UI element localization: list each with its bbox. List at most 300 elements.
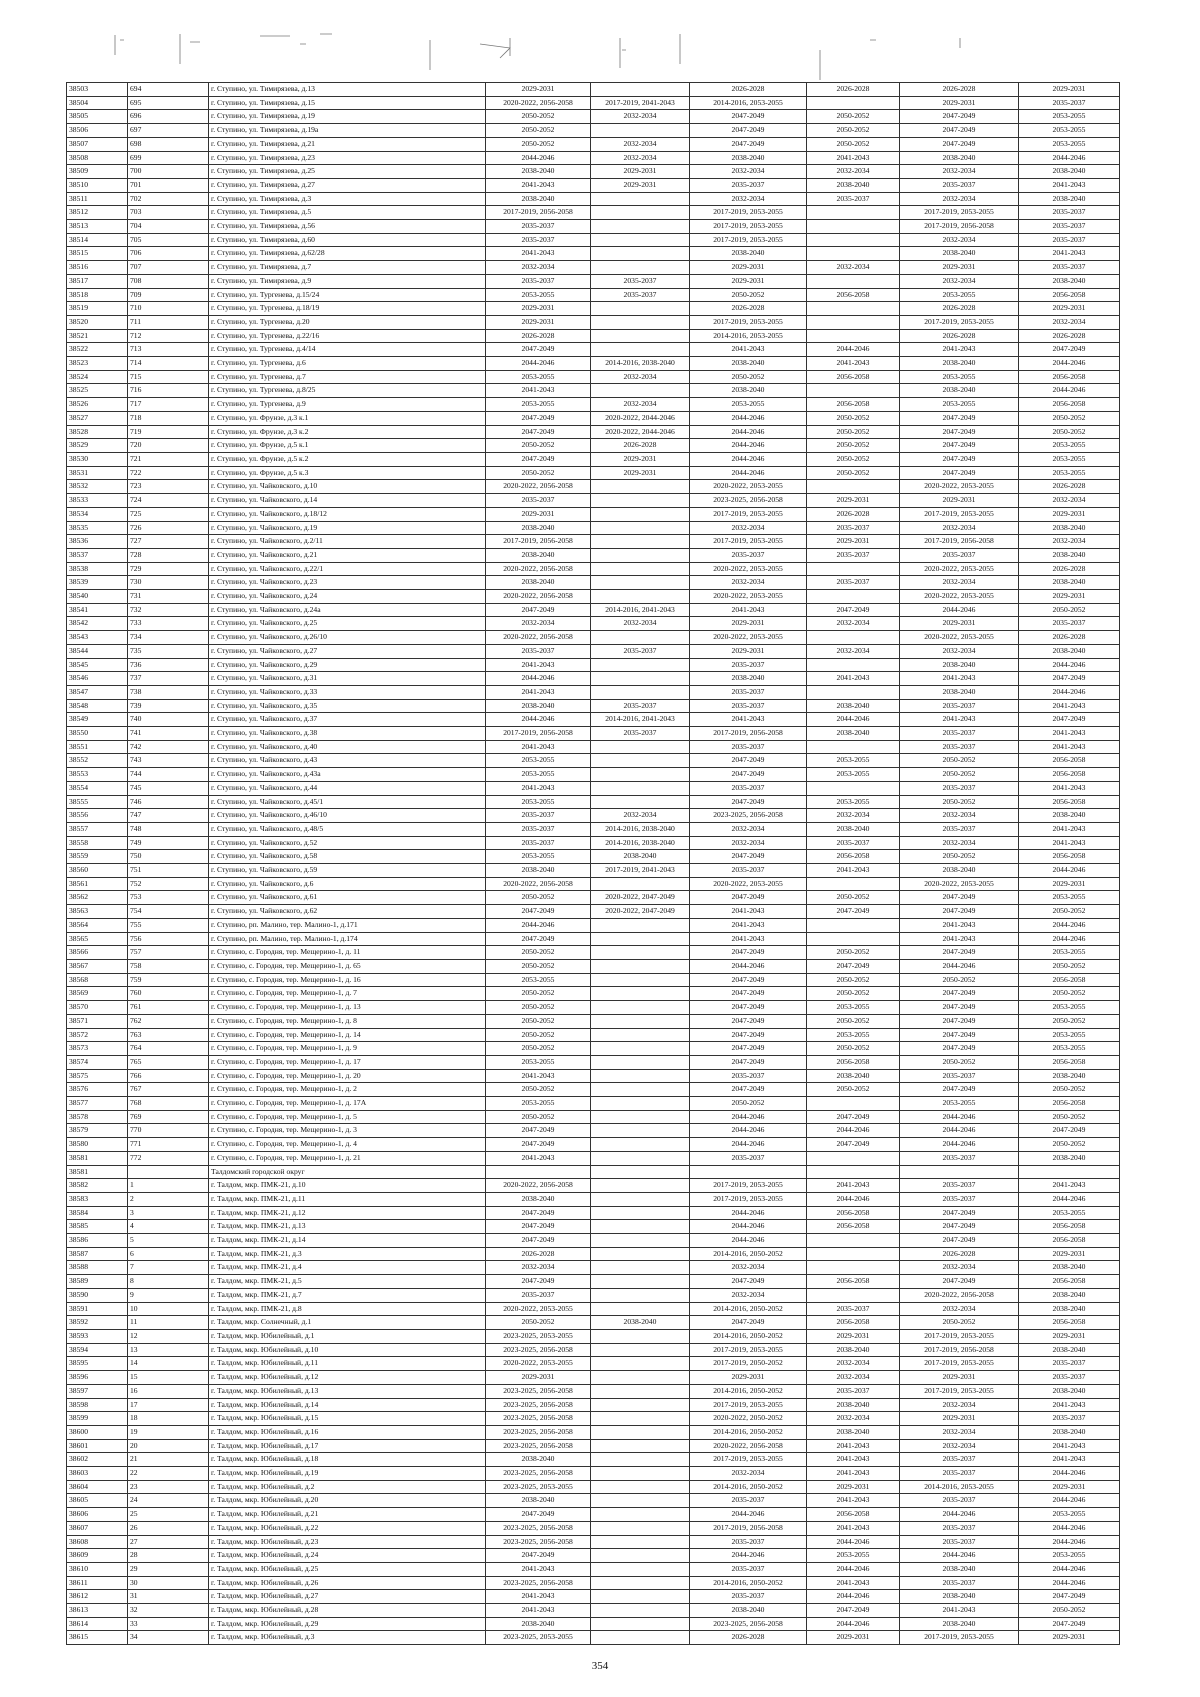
- period-4-cell: 2038-2040: [807, 1343, 900, 1357]
- table-row: [67, 548, 1120, 562]
- period-4-cell: 2032-2034: [807, 809, 900, 823]
- period-3-cell: 2017-2019, 2053-2055: [690, 1343, 807, 1357]
- period-6-cell: 2041-2043: [1019, 247, 1120, 261]
- table-row: [67, 1247, 1120, 1261]
- period-3-cell: 2038-2040: [690, 672, 807, 686]
- period-1-cell: 2038-2040: [486, 548, 591, 562]
- table-row: [67, 918, 1120, 932]
- address-cell: г. Ступино, ул. Чайковского, д.2/11: [209, 535, 486, 549]
- table-row: [67, 452, 1120, 466]
- row-number-cell: 760: [128, 987, 209, 1001]
- row-id-cell: 38505: [67, 110, 128, 124]
- address-cell: г. Ступино, ул. Чайковского, д.58: [209, 850, 486, 864]
- period-6-cell: 2029-2031: [1019, 1480, 1120, 1494]
- address-cell: г. Ступино, ул. Тимирязева, д.56: [209, 220, 486, 234]
- period-2-cell: 2032-2034: [591, 617, 690, 631]
- period-3-cell: 2047-2049: [690, 1055, 807, 1069]
- period-4-cell: 2050-2052: [807, 987, 900, 1001]
- period-1-cell: 2047-2049: [486, 411, 591, 425]
- period-5-cell: 2032-2034: [900, 233, 1019, 247]
- period-5-cell: 2038-2040: [900, 151, 1019, 165]
- period-3-cell: 2029-2031: [690, 1371, 807, 1385]
- row-id-cell: 38580: [67, 1138, 128, 1152]
- row-id-cell: 38540: [67, 590, 128, 604]
- period-2-cell: [591, 795, 690, 809]
- row-number-cell: 33: [128, 1617, 209, 1631]
- period-6-cell: 2035-2037: [1019, 206, 1120, 220]
- table-row: [67, 1412, 1120, 1426]
- address-cell: г. Ступино, ул. Фрунзе, д.3 к.1: [209, 411, 486, 425]
- period-4-cell: [807, 480, 900, 494]
- period-1-cell: 2050-2052: [486, 1110, 591, 1124]
- period-1-cell: 2053-2055: [486, 754, 591, 768]
- period-5-cell: 2047-2049: [900, 1220, 1019, 1234]
- period-6-cell: 2035-2037: [1019, 233, 1120, 247]
- period-3-cell: 2035-2037: [690, 1562, 807, 1576]
- address-cell: г. Талдом, мкр. Юбилейный, д.14: [209, 1398, 486, 1412]
- row-number-cell: 765: [128, 1055, 209, 1069]
- row-id-cell: 38519: [67, 302, 128, 316]
- period-6-cell: 2038-2040: [1019, 521, 1120, 535]
- table-row: [67, 439, 1120, 453]
- period-2-cell: [591, 1247, 690, 1261]
- period-4-cell: 2053-2055: [807, 768, 900, 782]
- table-row: [67, 1165, 1120, 1179]
- period-2-cell: [591, 754, 690, 768]
- table-row: [67, 302, 1120, 316]
- period-2-cell: 2020-2022, 2044-2046: [591, 411, 690, 425]
- period-3-cell: 2044-2046: [690, 452, 807, 466]
- address-cell: г. Ступино, ул. Тургенева, д.22/16: [209, 329, 486, 343]
- period-2-cell: 2032-2034: [591, 110, 690, 124]
- period-4-cell: 2041-2043: [807, 1576, 900, 1590]
- table-row: [67, 987, 1120, 1001]
- period-2-cell: [591, 507, 690, 521]
- table-row: [67, 1151, 1120, 1165]
- row-id-cell: 38572: [67, 1028, 128, 1042]
- period-5-cell: 2020-2022, 2053-2055: [900, 877, 1019, 891]
- period-3-cell: 2017-2019, 2050-2052: [690, 1357, 807, 1371]
- period-2-cell: 2035-2037: [591, 644, 690, 658]
- address-cell: г. Ступино, ул. Фрунзе, д.3 к.2: [209, 425, 486, 439]
- address-cell: г. Ступино, с. Городня, тер. Мещерино-1, д. 5: [209, 1110, 486, 1124]
- period-5-cell: 2035-2037: [900, 699, 1019, 713]
- row-id-cell: 38520: [67, 315, 128, 329]
- period-4-cell: 2035-2037: [807, 548, 900, 562]
- row-number-cell: 26: [128, 1521, 209, 1535]
- row-id-cell: 38596: [67, 1371, 128, 1385]
- period-1-cell: 2038-2040: [486, 576, 591, 590]
- row-number-cell: 732: [128, 603, 209, 617]
- period-2-cell: [591, 192, 690, 206]
- period-4-cell: 2038-2040: [807, 178, 900, 192]
- table-row: [67, 1110, 1120, 1124]
- address-cell: г. Талдом, мкр. Юбилейный, д.28: [209, 1604, 486, 1618]
- table-row: [67, 411, 1120, 425]
- period-3-cell: 2035-2037: [690, 1069, 807, 1083]
- period-6-cell: 2053-2055: [1019, 1042, 1120, 1056]
- period-2-cell: [591, 1151, 690, 1165]
- row-number-cell: 754: [128, 905, 209, 919]
- period-5-cell: 2050-2052: [900, 795, 1019, 809]
- period-2-cell: 2032-2034: [591, 809, 690, 823]
- row-id-cell: 38524: [67, 370, 128, 384]
- table-row: [67, 1535, 1120, 1549]
- row-id-cell: 38521: [67, 329, 128, 343]
- period-4-cell: [807, 781, 900, 795]
- table-row: [67, 384, 1120, 398]
- address-cell: г. Талдом, мкр. Юбилейный, д.3: [209, 1631, 486, 1645]
- period-2-cell: [591, 220, 690, 234]
- period-3-cell: 2044-2046: [690, 1508, 807, 1522]
- period-2-cell: [591, 124, 690, 138]
- address-cell: г. Талдом, мкр. Юбилейный, д.13: [209, 1384, 486, 1398]
- period-3-cell: 2017-2019, 2056-2058: [690, 727, 807, 741]
- period-1-cell: 2035-2037: [486, 494, 591, 508]
- period-6-cell: 2050-2052: [1019, 1110, 1120, 1124]
- period-2-cell: [591, 1425, 690, 1439]
- row-id-cell: 38514: [67, 233, 128, 247]
- period-1-cell: 2041-2043: [486, 384, 591, 398]
- table-row: [67, 727, 1120, 741]
- page-number: 354: [591, 1660, 609, 1672]
- period-1-cell: 2020-2022, 2056-2058: [486, 1179, 591, 1193]
- row-id-cell: 38582: [67, 1179, 128, 1193]
- row-id-cell: 38510: [67, 178, 128, 192]
- row-id-cell: 38586: [67, 1234, 128, 1248]
- period-5-cell: 2044-2046: [900, 1549, 1019, 1563]
- address-cell: г. Ступино, ул. Чайковского, д.27: [209, 644, 486, 658]
- table-row: [67, 864, 1120, 878]
- table-row: [67, 151, 1120, 165]
- period-5-cell: 2035-2037: [900, 822, 1019, 836]
- period-1-cell: 2047-2049: [486, 905, 591, 919]
- row-id-cell: 38614: [67, 1617, 128, 1631]
- period-3-cell: 2041-2043: [690, 603, 807, 617]
- period-3-cell: [690, 1165, 807, 1179]
- period-6-cell: 2026-2028: [1019, 562, 1120, 576]
- period-3-cell: 2032-2034: [690, 165, 807, 179]
- table-row: [67, 1371, 1120, 1385]
- row-number-cell: 694: [128, 83, 209, 97]
- row-id-cell: 38511: [67, 192, 128, 206]
- period-5-cell: 2038-2040: [900, 864, 1019, 878]
- period-1-cell: 2023-2025, 2053-2055: [486, 1329, 591, 1343]
- period-4-cell: 2050-2052: [807, 946, 900, 960]
- period-6-cell: 2044-2046: [1019, 357, 1120, 371]
- row-id-cell: 38592: [67, 1316, 128, 1330]
- period-3-cell: 2032-2034: [690, 836, 807, 850]
- table-row: [67, 1275, 1120, 1289]
- period-5-cell: 2041-2043: [900, 672, 1019, 686]
- period-6-cell: 2044-2046: [1019, 1576, 1120, 1590]
- period-5-cell: 2047-2049: [900, 1206, 1019, 1220]
- address-cell: г. Ступино, с. Городня, тер. Мещерино-1, д. 3: [209, 1124, 486, 1138]
- period-5-cell: 2041-2043: [900, 343, 1019, 357]
- row-number-cell: 704: [128, 220, 209, 234]
- period-5-cell: 2035-2037: [900, 1192, 1019, 1206]
- period-4-cell: 2032-2034: [807, 617, 900, 631]
- period-3-cell: 2035-2037: [690, 1535, 807, 1549]
- row-id-cell: 38581: [67, 1151, 128, 1165]
- row-number-cell: 8: [128, 1275, 209, 1289]
- period-4-cell: 2050-2052: [807, 1083, 900, 1097]
- period-6-cell: 2053-2055: [1019, 110, 1120, 124]
- period-1-cell: 2038-2040: [486, 1617, 591, 1631]
- row-id-cell: 38583: [67, 1192, 128, 1206]
- period-3-cell: 2032-2034: [690, 1288, 807, 1302]
- period-3-cell: 2014-2016, 2050-2052: [690, 1425, 807, 1439]
- period-6-cell: 2035-2037: [1019, 1371, 1120, 1385]
- period-6-cell: 2032-2034: [1019, 494, 1120, 508]
- table-row: [67, 740, 1120, 754]
- period-5-cell: 2032-2034: [900, 1302, 1019, 1316]
- table-row: [67, 357, 1120, 371]
- period-6-cell: 2026-2028: [1019, 329, 1120, 343]
- address-cell: г. Ступино, ул. Тимирязева, д.15: [209, 96, 486, 110]
- period-4-cell: 2044-2046: [807, 343, 900, 357]
- period-2-cell: [591, 548, 690, 562]
- row-id-cell: 38512: [67, 206, 128, 220]
- period-3-cell: 2038-2040: [690, 247, 807, 261]
- period-6-cell: 2041-2043: [1019, 740, 1120, 754]
- period-2-cell: 2032-2034: [591, 398, 690, 412]
- period-2-cell: 2014-2016, 2041-2043: [591, 713, 690, 727]
- period-4-cell: 2026-2028: [807, 507, 900, 521]
- address-cell: г. Ступино, с. Городня, тер. Мещерино-1, д. 9: [209, 1042, 486, 1056]
- period-1-cell: 2053-2055: [486, 1055, 591, 1069]
- period-2-cell: [591, 1590, 690, 1604]
- table-row: [67, 1453, 1120, 1467]
- row-id-cell: 38546: [67, 672, 128, 686]
- address-cell: г. Ступино, ул. Тургенева, д.18/19: [209, 302, 486, 316]
- period-3-cell: 2035-2037: [690, 699, 807, 713]
- period-2-cell: [591, 768, 690, 782]
- period-4-cell: 2047-2049: [807, 1138, 900, 1152]
- period-3-cell: 2017-2019, 2053-2055: [690, 220, 807, 234]
- period-2-cell: [591, 1275, 690, 1289]
- address-cell: г. Талдом, мкр. ПМК-21, д.10: [209, 1179, 486, 1193]
- period-2-cell: [591, 973, 690, 987]
- period-3-cell: 2035-2037: [690, 864, 807, 878]
- period-5-cell: 2032-2034: [900, 1261, 1019, 1275]
- row-number-cell: 708: [128, 274, 209, 288]
- period-2-cell: [591, 1329, 690, 1343]
- address-cell: г. Ступино, ул. Чайковского, д.38: [209, 727, 486, 741]
- period-1-cell: 2023-2025, 2056-2058: [486, 1412, 591, 1426]
- row-id-cell: 38553: [67, 768, 128, 782]
- row-id-cell: 38585: [67, 1220, 128, 1234]
- period-6-cell: 2029-2031: [1019, 507, 1120, 521]
- row-id-cell: 38606: [67, 1508, 128, 1522]
- row-id-cell: 38548: [67, 699, 128, 713]
- period-3-cell: 2014-2016, 2050-2052: [690, 1576, 807, 1590]
- period-6-cell: 2038-2040: [1019, 1425, 1120, 1439]
- period-6-cell: 2056-2058: [1019, 850, 1120, 864]
- period-4-cell: [807, 1261, 900, 1275]
- period-2-cell: [591, 480, 690, 494]
- row-number-cell: 725: [128, 507, 209, 521]
- row-number-cell: 737: [128, 672, 209, 686]
- row-id-cell: 38599: [67, 1412, 128, 1426]
- table-body: [67, 83, 1120, 1645]
- row-number-cell: 20: [128, 1439, 209, 1453]
- address-cell: г. Ступино, ул. Тимирязева, д.27: [209, 178, 486, 192]
- address-cell: г. Ступино, с. Городня, тер. Мещерино-1, д. 20: [209, 1069, 486, 1083]
- table-row: [67, 137, 1120, 151]
- address-cell: г. Ступино, ул. Чайковского, д.37: [209, 713, 486, 727]
- row-id-cell: 38615: [67, 1631, 128, 1645]
- period-1-cell: 2020-2022, 2053-2055: [486, 1357, 591, 1371]
- row-number-cell: 767: [128, 1083, 209, 1097]
- table-row: [67, 713, 1120, 727]
- row-id-cell: 38579: [67, 1124, 128, 1138]
- address-cell: г. Ступино, с. Городня, тер. Мещерино-1, д. 65: [209, 960, 486, 974]
- row-id-cell: 38556: [67, 809, 128, 823]
- period-4-cell: 2056-2058: [807, 1206, 900, 1220]
- row-number-cell: 721: [128, 452, 209, 466]
- row-id-cell: 38532: [67, 480, 128, 494]
- row-number-cell: 30: [128, 1576, 209, 1590]
- period-6-cell: 2041-2043: [1019, 1453, 1120, 1467]
- row-id-cell: 38573: [67, 1042, 128, 1056]
- period-4-cell: 2044-2046: [807, 1562, 900, 1576]
- row-id-cell: 38589: [67, 1275, 128, 1289]
- row-number-cell: 761: [128, 1001, 209, 1015]
- row-number-cell: 726: [128, 521, 209, 535]
- period-1-cell: 2050-2052: [486, 960, 591, 974]
- row-id-cell: 38513: [67, 220, 128, 234]
- period-5-cell: 2026-2028: [900, 83, 1019, 97]
- period-6-cell: 2050-2052: [1019, 987, 1120, 1001]
- period-6-cell: 2032-2034: [1019, 535, 1120, 549]
- row-id-cell: 38516: [67, 261, 128, 275]
- row-id-cell: 38568: [67, 973, 128, 987]
- period-1-cell: 2053-2055: [486, 288, 591, 302]
- row-number-cell: 759: [128, 973, 209, 987]
- row-number-cell: 711: [128, 315, 209, 329]
- row-id-cell: 38508: [67, 151, 128, 165]
- period-3-cell: 2020-2022, 2050-2052: [690, 1412, 807, 1426]
- period-6-cell: 2038-2040: [1019, 548, 1120, 562]
- row-number-cell: 3: [128, 1206, 209, 1220]
- period-1-cell: 2035-2037: [486, 233, 591, 247]
- table-row: [67, 905, 1120, 919]
- period-3-cell: 2047-2049: [690, 137, 807, 151]
- address-cell: г. Талдом, мкр. Юбилейный, д.18: [209, 1453, 486, 1467]
- period-5-cell: 2047-2049: [900, 891, 1019, 905]
- table-row: [67, 1261, 1120, 1275]
- period-6-cell: 2044-2046: [1019, 1467, 1120, 1481]
- period-2-cell: [591, 83, 690, 97]
- table-row: [67, 178, 1120, 192]
- period-5-cell: 2050-2052: [900, 1055, 1019, 1069]
- period-2-cell: 2029-2031: [591, 466, 690, 480]
- table-row: [67, 1083, 1120, 1097]
- period-5-cell: 2047-2049: [900, 987, 1019, 1001]
- period-5-cell: 2035-2037: [900, 1151, 1019, 1165]
- period-2-cell: [591, 1234, 690, 1248]
- period-4-cell: 2047-2049: [807, 1110, 900, 1124]
- row-number-cell: 738: [128, 685, 209, 699]
- period-5-cell: 2029-2031: [900, 494, 1019, 508]
- period-4-cell: 2038-2040: [807, 727, 900, 741]
- period-1-cell: 2050-2052: [486, 439, 591, 453]
- period-2-cell: [591, 247, 690, 261]
- table-row: [67, 192, 1120, 206]
- period-4-cell: 2050-2052: [807, 1042, 900, 1056]
- period-2-cell: [591, 576, 690, 590]
- period-3-cell: 2020-2022, 2053-2055: [690, 877, 807, 891]
- period-6-cell: 2056-2058: [1019, 973, 1120, 987]
- address-cell: г. Талдом, мкр. Юбилейный, д.26: [209, 1576, 486, 1590]
- period-2-cell: [591, 1412, 690, 1426]
- table-row: [67, 1384, 1120, 1398]
- period-5-cell: [900, 1165, 1019, 1179]
- period-2-cell: 2014-2016, 2041-2043: [591, 603, 690, 617]
- period-6-cell: 2056-2058: [1019, 1275, 1120, 1289]
- address-cell: г. Талдом, мкр. Юбилейный, д.16: [209, 1425, 486, 1439]
- period-5-cell: 2041-2043: [900, 713, 1019, 727]
- table-row: [67, 1439, 1120, 1453]
- period-5-cell: 2029-2031: [900, 261, 1019, 275]
- period-1-cell: 2020-2022, 2056-2058: [486, 877, 591, 891]
- period-5-cell: 2047-2049: [900, 452, 1019, 466]
- period-4-cell: 2053-2055: [807, 754, 900, 768]
- row-id-cell: 38591: [67, 1302, 128, 1316]
- period-2-cell: [591, 1069, 690, 1083]
- period-5-cell: 2020-2022, 2056-2058: [900, 1288, 1019, 1302]
- period-4-cell: [807, 658, 900, 672]
- period-1-cell: 2026-2028: [486, 329, 591, 343]
- period-1-cell: 2032-2034: [486, 261, 591, 275]
- period-3-cell: 2038-2040: [690, 384, 807, 398]
- address-cell: г. Талдом, мкр. ПМК-21, д.8: [209, 1302, 486, 1316]
- period-1-cell: 2020-2022, 2056-2058: [486, 631, 591, 645]
- period-2-cell: 2020-2022, 2047-2049: [591, 891, 690, 905]
- period-6-cell: 2026-2028: [1019, 631, 1120, 645]
- row-id-cell: 38595: [67, 1357, 128, 1371]
- period-6-cell: [1019, 1165, 1120, 1179]
- table-row: [67, 1028, 1120, 1042]
- period-6-cell: 2041-2043: [1019, 1398, 1120, 1412]
- table-row: [67, 1562, 1120, 1576]
- row-id-cell: 38613: [67, 1604, 128, 1618]
- row-id-cell: 38509: [67, 165, 128, 179]
- period-3-cell: 2047-2049: [690, 1001, 807, 1015]
- period-1-cell: 2053-2055: [486, 850, 591, 864]
- table-row: [67, 1480, 1120, 1494]
- period-2-cell: [591, 1165, 690, 1179]
- address-cell: г. Ступино, ул. Тимирязева, д.5: [209, 206, 486, 220]
- address-cell: г. Ступино, с. Городня, тер. Мещерино-1, д. 17А: [209, 1097, 486, 1111]
- period-4-cell: [807, 302, 900, 316]
- period-4-cell: [807, 96, 900, 110]
- period-5-cell: 2020-2022, 2053-2055: [900, 562, 1019, 576]
- period-6-cell: 2050-2052: [1019, 905, 1120, 919]
- row-id-cell: 38604: [67, 1480, 128, 1494]
- period-5-cell: 2032-2034: [900, 521, 1019, 535]
- address-cell: г. Ступино, ул. Тимирязева, д.7: [209, 261, 486, 275]
- row-id-cell: 38609: [67, 1549, 128, 1563]
- period-3-cell: 2020-2022, 2053-2055: [690, 590, 807, 604]
- row-number-cell: 12: [128, 1329, 209, 1343]
- table-row: [67, 562, 1120, 576]
- period-3-cell: 2035-2037: [690, 1494, 807, 1508]
- period-5-cell: 2014-2016, 2053-2055: [900, 1480, 1019, 1494]
- row-id-cell: 38503: [67, 83, 128, 97]
- period-1-cell: 2038-2040: [486, 521, 591, 535]
